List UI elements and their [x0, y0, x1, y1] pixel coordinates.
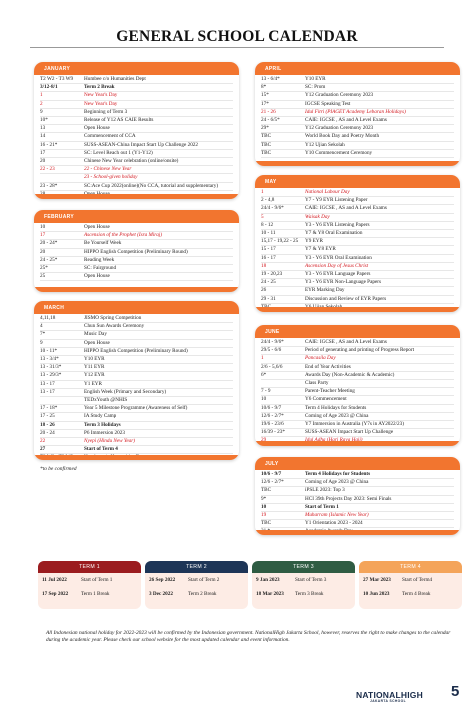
event-list — [255, 338, 460, 446]
footer-disclaimer: All Indonesian national holiday for 2022-2023 will be confirmed by the Indonesian government. NationalHigh Jakarta School, however, reserves the right to make changes to the calendar during the academic year. Please check our school website for the most updated calendar and event information. — [46, 630, 451, 644]
event-name: National Labour Day — [305, 189, 350, 195]
event-list — [34, 314, 239, 460]
event-row — [261, 364, 454, 372]
event-row — [40, 331, 233, 339]
event-row — [40, 249, 233, 257]
february-card — [34, 210, 239, 292]
event-name: Open House — [84, 224, 110, 230]
event-name: IGCSE Speaking Test — [305, 100, 351, 107]
event-row — [40, 356, 233, 364]
event-date: 27 — [40, 446, 46, 453]
event-name: Start of Term 1 — [305, 503, 339, 510]
event-row — [40, 183, 233, 191]
event-row — [261, 142, 454, 150]
event-row — [261, 504, 454, 512]
event-date: 16/39 - 23* — [261, 429, 285, 436]
event-date: 19 - 20,23 — [261, 271, 283, 278]
event-date: 10 - 11* — [40, 347, 58, 354]
event-name: Reading Week — [84, 256, 115, 263]
month-header: JULY — [255, 457, 460, 470]
event-date: 15 - 17 — [261, 246, 276, 253]
event-date: 10 - 11 — [261, 230, 276, 237]
event-name: Term 2 Break — [84, 84, 115, 91]
event-name: iPSLE 2023: Top 3 — [305, 487, 345, 494]
event-name: Y10 EYR — [305, 76, 326, 82]
event-row — [40, 438, 233, 446]
term-break-row: 10 Jun 2023 Term 4 Break — [363, 591, 431, 597]
event-date: 10/6 - 9/7 — [261, 471, 282, 477]
event-date: 21 - 26 — [261, 108, 276, 115]
event-name: Coming of Age 2023 @ China — [305, 412, 369, 419]
term-start-row: 27 Mar 2023 Start of Term4 — [363, 577, 433, 583]
event-date: 5 — [261, 213, 264, 220]
event-name: Open House — [84, 125, 110, 132]
event-row — [261, 117, 454, 125]
event-row — [40, 224, 233, 232]
term-start-row: 9 Jan 2023 Start of Term 3 — [256, 577, 327, 583]
event-name: Nyepi (Hindu New Year) — [84, 438, 135, 445]
event-date: 17 — [40, 232, 46, 239]
march-card — [34, 301, 239, 460]
term-4-card — [359, 561, 462, 609]
event-row — [261, 76, 454, 84]
event-row — [261, 255, 454, 263]
event-name: Music Day — [84, 331, 107, 338]
event-date: 2 - 4,8 — [261, 197, 275, 204]
event-name: Ascension Day of Jesus Christ — [305, 262, 369, 269]
month-header: MARCH — [34, 301, 239, 314]
event-row — [261, 471, 454, 479]
event-date: 20 — [40, 248, 46, 255]
event-date: 3/12-8/1 — [40, 84, 58, 91]
event-date: 22 — [40, 438, 46, 445]
event-name: Y6 Commencement — [305, 396, 347, 403]
event-name: Waisak Day — [305, 213, 330, 220]
event-name: Y7 & Y8 Oral Examination — [305, 230, 363, 237]
event-row — [40, 76, 233, 84]
event-date: 25* — [40, 265, 48, 272]
event-date: 25 — [40, 273, 46, 280]
event-name: P6 Immersion 2023 — [84, 429, 125, 436]
term-header: TERM 3 — [252, 561, 355, 573]
event-date: 17* — [261, 100, 269, 107]
event-name: Muharram (Islamic New Year) — [305, 512, 369, 519]
title-divider — [30, 47, 444, 48]
event-date: 26 — [261, 287, 267, 294]
term-start-row: 26 Sep 2022 Start of Term 2 — [149, 577, 220, 583]
event-row — [40, 422, 233, 430]
event-name: Idul Fitri (PIAGET Academy Lebaran Holidays) — [305, 108, 406, 115]
event-name: World Book Day and Poetry Month — [305, 133, 380, 140]
event-date: 18 — [261, 262, 267, 269]
event-name: SUSS-ASEAN Impact Start Up Challenge — [305, 429, 394, 436]
event-row — [261, 296, 454, 304]
event-date: 15,17 - 19,22 - 25 — [261, 238, 299, 245]
event-row — [261, 205, 454, 213]
event-row — [261, 109, 454, 117]
event-name: Coming of Age 2023 @ China — [305, 479, 369, 486]
event-list — [34, 223, 239, 281]
event-row — [40, 142, 233, 150]
event-row — [40, 232, 233, 240]
event-date: 18 - 26 — [40, 421, 55, 428]
event-name: SUSS-ASEAN-China Impact Start Up Challenge 2022 — [84, 141, 198, 148]
event-name: Y11 EYR — [84, 364, 105, 371]
event-date: 10 — [261, 503, 267, 510]
event-name: SC: Fairground — [84, 265, 117, 272]
event-name: Humbee c/o Humanities Dept — [84, 76, 146, 82]
event-date: TBC — [261, 149, 272, 156]
event-row — [40, 133, 233, 141]
event-name: CAIE: IGCSE , AS and A Level Exams — [305, 339, 387, 345]
event-date: 4 — [40, 323, 43, 330]
event-date — [261, 380, 305, 387]
event-name: Y3 - Y6 EYR Oral Examination — [305, 254, 372, 261]
term-break-row: 3 Dec 2022 Term 2 Break — [149, 591, 217, 597]
event-name: Discussion and Review of EYR Papers — [305, 295, 387, 302]
event-row — [40, 265, 233, 273]
event-date: 6* — [261, 371, 267, 378]
event-row — [261, 197, 454, 205]
event-row — [261, 380, 454, 388]
event-name: Term 4 Holidays for Students — [305, 471, 371, 477]
month-header: APRIL — [255, 62, 460, 75]
event-row — [40, 323, 233, 331]
event-row — [261, 238, 454, 246]
term-header: TERM 2 — [145, 561, 248, 573]
event-row — [40, 84, 233, 92]
event-date: 24 - 25 — [261, 279, 276, 286]
event-row — [261, 84, 454, 92]
event-row — [40, 430, 233, 438]
event-name: SC: Prom — [305, 84, 326, 91]
event-row — [261, 388, 454, 396]
event-name: End of Year Activities — [305, 363, 351, 370]
event-row — [261, 150, 454, 158]
event-date: 7* — [40, 331, 46, 338]
may-card — [255, 175, 460, 312]
event-name: Open House — [84, 339, 110, 346]
event-name: Period of generating and printing of Progress Report — [305, 347, 415, 354]
july-card — [255, 457, 460, 535]
event-date: 2/6 - 5,6/6 — [261, 363, 283, 370]
event-row — [40, 158, 233, 166]
april-card — [255, 62, 460, 166]
event-date: 20 - 24 — [40, 429, 55, 436]
event-list — [255, 75, 460, 158]
event-date: T2 W2 - T3 W9 — [40, 76, 74, 82]
event-row — [40, 109, 233, 117]
event-date: 9* — [261, 495, 267, 502]
event-name: Chun Sun Awards Ceremony — [84, 323, 145, 330]
event-row — [261, 263, 454, 271]
event-row — [40, 340, 233, 348]
event-date: 13 - 17 — [40, 388, 55, 395]
event-row — [40, 381, 233, 389]
event-row — [40, 397, 233, 405]
event-row — [40, 125, 233, 133]
event-name: Year 5 Milestone Programme (Awareness of Self) — [84, 405, 188, 412]
event-name: Y3 - Y6 EYR Listening Papers — [305, 221, 370, 228]
event-date: 17 - 18* — [40, 405, 58, 412]
event-date: TBC — [261, 487, 272, 494]
event-date: 10* — [40, 117, 48, 124]
event-date: 20 - 24* — [40, 240, 58, 247]
event-date: 1 — [40, 92, 43, 99]
event-name: SC: Level Reach out 1 (Y1-Y12) — [84, 149, 153, 156]
event-row — [261, 479, 454, 487]
event-row — [40, 389, 233, 397]
event-name: Y10 EYR — [84, 356, 105, 363]
event-date: 13 - 17 — [40, 380, 55, 387]
event-row — [261, 271, 454, 279]
month-header: FEBRUARY — [34, 210, 239, 223]
event-row — [40, 174, 233, 182]
event-name: Y9 EYR — [305, 238, 324, 245]
event-date: 16 - 21* — [40, 141, 58, 148]
event-date: 10 — [261, 396, 267, 403]
event-date: 17 - 25 — [40, 413, 55, 420]
event-date: 13 - 3/4* — [40, 356, 59, 363]
event-row — [40, 166, 233, 174]
event-date: 12/6 - 2/7* — [261, 412, 284, 419]
event-name: Y12 Graduation Ceremony 2023 — [305, 92, 374, 99]
event-date: 2 — [40, 100, 43, 107]
event-name: Y7 Immersion in Australia (Y7s in AY2022/23) — [305, 421, 404, 428]
event-date: 16 - 17 — [261, 254, 276, 261]
event-name: Pancasila Day — [305, 355, 336, 362]
event-row — [261, 246, 454, 254]
event-date: 13 - 29/3* — [40, 372, 62, 379]
event-date: 29* — [261, 125, 269, 132]
event-date — [40, 174, 84, 181]
event-row — [40, 372, 233, 380]
event-date: 29 - 31 — [261, 295, 276, 302]
event-row — [261, 287, 454, 295]
event-name: Ascension of the Prophet (Isra Miraj) — [84, 232, 163, 239]
event-row — [40, 348, 233, 356]
event-date: TBC — [261, 141, 272, 148]
event-name: Y10 Commencement Ceremony — [305, 149, 373, 156]
term-break-row: 18 Mar 2023 Term 3 Break — [256, 591, 324, 597]
event-row — [261, 512, 454, 520]
event-date: 24/4 - 9/6* — [261, 339, 284, 345]
event-name: IA Study Camp — [84, 413, 117, 420]
term-2-card — [145, 561, 248, 609]
event-date: 13 - 31/3* — [40, 364, 62, 371]
event-date: 22 - 23 — [40, 166, 55, 173]
event-row — [40, 405, 233, 413]
june-card — [255, 325, 460, 446]
event-row — [261, 189, 454, 197]
event-name: Beginning of Term 3 — [84, 108, 128, 115]
event-date: 13 — [40, 125, 46, 132]
event-date: 12/6 - 2/7* — [261, 479, 284, 486]
event-name: Awards Day (Non-Academic & Academic) — [305, 371, 395, 378]
event-row — [40, 446, 233, 454]
event-row — [261, 355, 454, 363]
event-row — [261, 92, 454, 100]
event-row — [40, 92, 233, 100]
event-row — [40, 273, 233, 281]
event-date: 10 — [40, 224, 46, 230]
event-date: 8 - 12 — [261, 221, 274, 228]
event-name: CAIE: IGCSE , AS and A Level Exams — [305, 117, 387, 124]
school-logo-subtitle: JAKARTA SCHOOL — [370, 699, 407, 703]
event-row — [261, 222, 454, 230]
event-date: 20 — [40, 158, 46, 165]
event-row — [261, 396, 454, 404]
event-row — [40, 413, 233, 421]
event-row — [40, 240, 233, 248]
event-name: CAIE: IGCSE , AS and A Level Exams — [305, 205, 387, 212]
event-name: Y1 Orientation 2023 - 2024 — [305, 520, 363, 527]
event-row — [261, 339, 454, 347]
month-header: MAY — [255, 175, 460, 188]
event-name: New Year's Day — [84, 100, 118, 107]
event-list — [34, 75, 239, 199]
term-3-card — [252, 561, 355, 609]
event-date: 24 - 6/5* — [261, 117, 280, 124]
event-date: 15* — [261, 92, 269, 99]
event-name: JISMO Spring Competition — [84, 315, 142, 321]
event-row — [261, 214, 454, 222]
event-date — [40, 397, 84, 404]
school-logo: NATIONALHIGH JAKARTA SCHOOL — [356, 690, 423, 703]
event-date: 13 - 6/4* — [261, 76, 280, 82]
event-date: 19/6 - 23/6 — [261, 421, 284, 428]
event-name: New Year's Day — [84, 92, 118, 99]
event-row — [261, 372, 454, 380]
event-row — [261, 230, 454, 238]
event-name: English Week (Primary and Secondary) — [84, 388, 167, 395]
event-name: Release of Y12 AS CAIE Results — [84, 117, 154, 124]
term-break-row: 17 Sep 2022 Term 1 Break — [42, 591, 110, 597]
event-name: Parent-Teacher Meeting — [305, 388, 355, 395]
event-name: 22 - Chinese New Year — [84, 166, 132, 173]
event-date: 9 — [40, 108, 43, 115]
event-list — [255, 188, 460, 312]
event-name: Y12 Ujian Sekolah — [305, 141, 345, 148]
event-row — [261, 279, 454, 287]
term-start-row: 11 Jul 2022 Start of Term 1 — [42, 577, 113, 583]
event-row — [40, 117, 233, 125]
event-date: 29/5 - 6/6 — [261, 347, 282, 354]
event-date: 9 — [40, 339, 43, 346]
event-name: HIPPO English Competition (Preliminary Round) — [84, 347, 188, 354]
event-date: 14 — [40, 133, 46, 140]
event-row — [40, 101, 233, 109]
event-date: 19 — [261, 512, 267, 519]
event-list — [255, 470, 460, 535]
event-name: Term 3 Holidays — [84, 421, 121, 428]
event-date: TBC — [261, 520, 272, 527]
event-date: 17 — [40, 149, 46, 156]
term-1-card — [38, 561, 141, 609]
event-name: Commencement of CCA — [84, 133, 136, 140]
event-name: SC:Ace Cup 2022(online)(No CCA, tutorial and supplementary) — [84, 182, 219, 189]
event-name: 23 - School-given holiday — [84, 174, 138, 181]
event-row — [40, 257, 233, 265]
event-name: Start of Term 4 — [84, 446, 118, 453]
page-number: 5 — [451, 683, 460, 700]
tbc-note: *to be confirmed — [40, 466, 77, 472]
event-row — [261, 487, 454, 495]
month-header: JANUARY — [34, 62, 239, 75]
event-row — [261, 405, 454, 413]
event-date: 8* — [261, 84, 267, 91]
event-name: Y7 & Y8 EYR — [305, 246, 336, 253]
event-name: EYR Marking Day — [305, 287, 345, 294]
event-name: Class Party — [305, 380, 329, 387]
event-date: TBC — [261, 133, 272, 140]
event-name: Term 4 Holidays for Students — [305, 404, 367, 411]
event-row — [261, 421, 454, 429]
event-name: Y3 - Y6 EYR Non-Language Papers — [305, 279, 382, 286]
event-row — [261, 413, 454, 421]
event-date: 1 — [261, 189, 264, 195]
event-row — [261, 347, 454, 355]
event-name: Y3 - Y6 EYR Language Papers — [305, 271, 371, 278]
event-date: 4,11,18 — [40, 315, 56, 321]
event-row — [261, 125, 454, 133]
event-date: 10/6 - 9/7 — [261, 404, 282, 411]
event-row — [261, 496, 454, 504]
month-header: JUNE — [255, 325, 460, 338]
event-date: 7 - 9 — [261, 388, 271, 395]
event-name: Be Yourself Week — [84, 240, 122, 247]
event-row — [40, 150, 233, 158]
january-card — [34, 62, 239, 199]
term-header: TERM 1 — [38, 561, 141, 573]
event-date: 23 - 28* — [40, 182, 58, 189]
event-row — [40, 364, 233, 372]
event-name: HCI 39th Projects Day 2023: Semi Finals — [305, 495, 392, 502]
event-name: Y12 Graduation Ceremony 2023 — [305, 125, 374, 132]
event-row — [261, 520, 454, 528]
event-name: Open House — [84, 273, 110, 280]
event-row — [261, 133, 454, 141]
event-date: 24 - 25* — [40, 256, 58, 263]
event-date: 1 — [261, 355, 264, 362]
term-header: TERM 4 — [359, 561, 462, 573]
page-title: GENERAL SCHOOL CALENDAR — [116, 28, 358, 45]
event-name: Y12 EYR — [84, 372, 105, 379]
event-name: TEDxYouth @NHIS — [84, 397, 128, 404]
event-row — [261, 101, 454, 109]
event-row — [40, 315, 233, 323]
event-name: Y1 EYR — [84, 380, 103, 387]
event-date: 24/4 - 9/6* — [261, 205, 284, 212]
event-name: HIPPO English Competition (Preliminary Round) — [84, 248, 188, 255]
event-name: Chinese New Year celebration (online/onsite) — [84, 158, 179, 165]
event-name: Y7 - Y9 EYR Listening Paper — [305, 197, 368, 204]
